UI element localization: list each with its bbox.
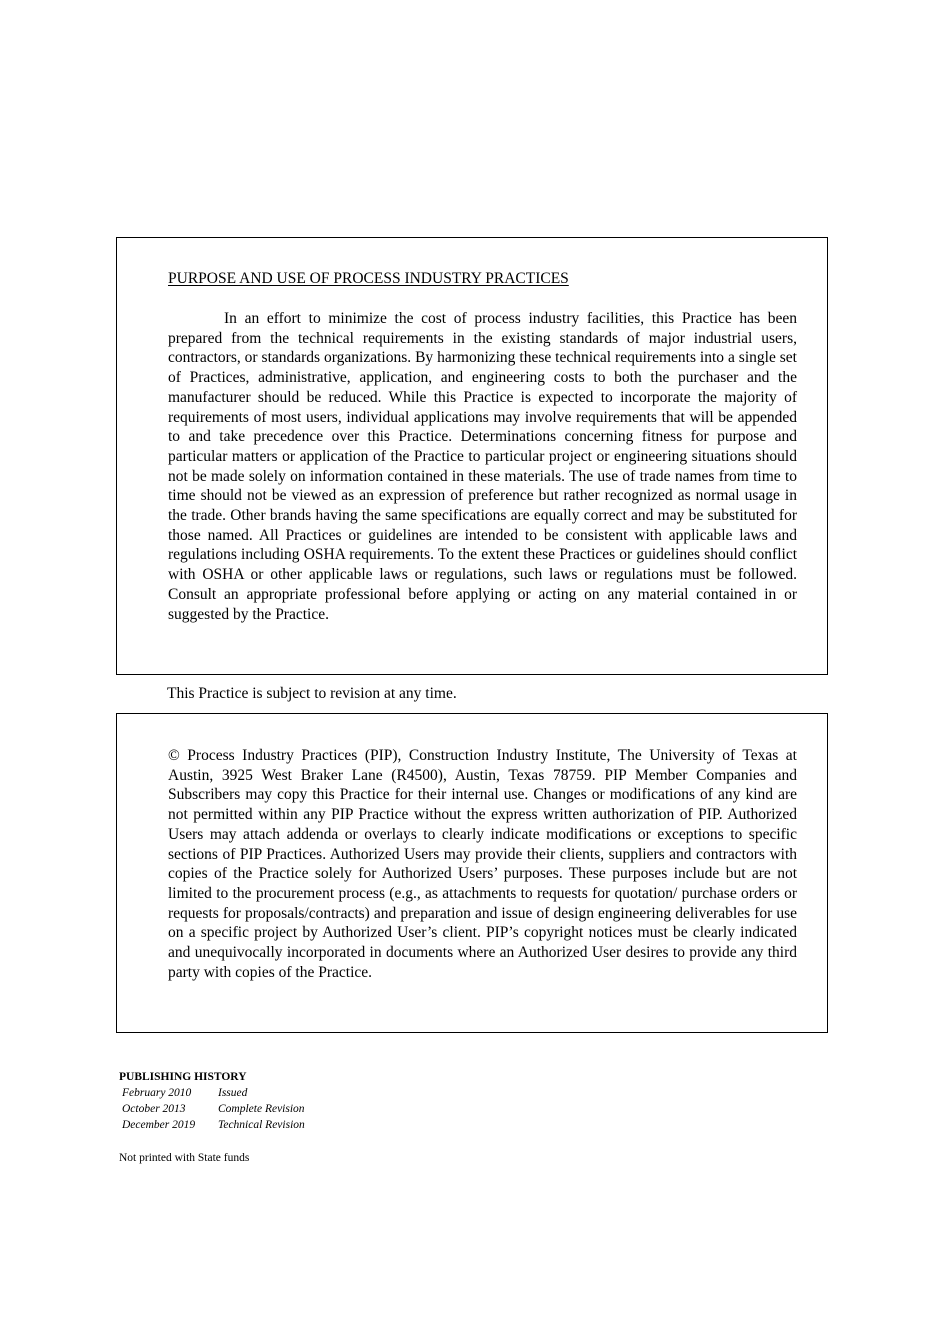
state-funds-note: Not printed with State funds: [119, 1152, 250, 1164]
history-row: [119, 1085, 419, 1101]
history-status: Issued: [218, 1087, 248, 1099]
publishing-history-title: PUBLISHING HISTORY: [119, 1071, 247, 1083]
publishing-history: [119, 1069, 419, 1133]
revision-note: This Practice is subject to revision at any time.: [167, 685, 457, 702]
copyright-box: [116, 713, 828, 1033]
purpose-box: [116, 237, 828, 675]
history-row: [119, 1117, 419, 1133]
history-status: Technical Revision: [218, 1119, 305, 1131]
history-date: December 2019: [122, 1119, 196, 1131]
history-date: February 2010: [122, 1087, 192, 1099]
purpose-heading: PURPOSE AND USE OF PROCESS INDUSTRY PRACTICES: [168, 270, 569, 287]
history-status: Complete Revision: [218, 1103, 305, 1115]
history-date: October 2013: [122, 1103, 186, 1115]
copyright-paragraph: © Process Industry Practices (PIP), Construction Industry Institute, The University of Texas at Austin, 3925 West Braker Lane (R4500), Austin, Texas 78759. PIP Member Companies and Subscribers may copy this Practice for their internal use. Changes or modifications of any kind are not permitted within any PIP Practice without the express written authorization of PIP. Authorized Users may attach addenda or overlays to clearly indicate modifications or exceptions to specific sections of PIP Practices. Authorized Users may provide their clients, suppliers and contractors with copies of the Practice solely for Authorized Users’ purposes. These purposes include but are not limited to the procurement process (e.g., as attachments to requests for quotation/ purchase orders or requests for proposals/contracts) and preparation and issue of design engineering deliverables for use on a specific project by Authorized User’s client. PIP’s copyright notices must be clearly indicated and unequivocally incorporated in documents where an Authorized User desires to provide any third party with copies of the Practice.: [168, 747, 797, 981]
history-row: [119, 1101, 419, 1117]
purpose-paragraph: In an effort to minimize the cost of process industry facilities, this Practice has been prepared from the technical requirements in the existing standards of major industrial users, contractors, or standards organizations. By harmonizing these technical requirements into a single set of Practices, administrative, application, and engineering costs to both the purchaser and the manufacturer should be reduced. While this Practice is expected to incorporate the majority of requirements of most users, individual applications may involve requirements that will be appended to and take precedence over this Practice. Determinations concerning fitness for purpose and particular matters or application of the Practice to particular project or engineering situations should not be made solely on information contained in these materials. The use of trade names from time to time should not be viewed as an expression of preference but rather recognized as normal usage in the trade. Other brands having the same specifications are equally correct and may be substituted for those named. All Practices or guidelines are intended to be consistent with applicable laws and regulations including OSHA requirements. To the extent these Practices or guidelines should conflict with OSHA or other applicable laws or regulations, such laws or regulations must be followed. Consult an appropriate professional before applying or acting on any material contained in or suggested by the Practice.: [168, 310, 797, 623]
